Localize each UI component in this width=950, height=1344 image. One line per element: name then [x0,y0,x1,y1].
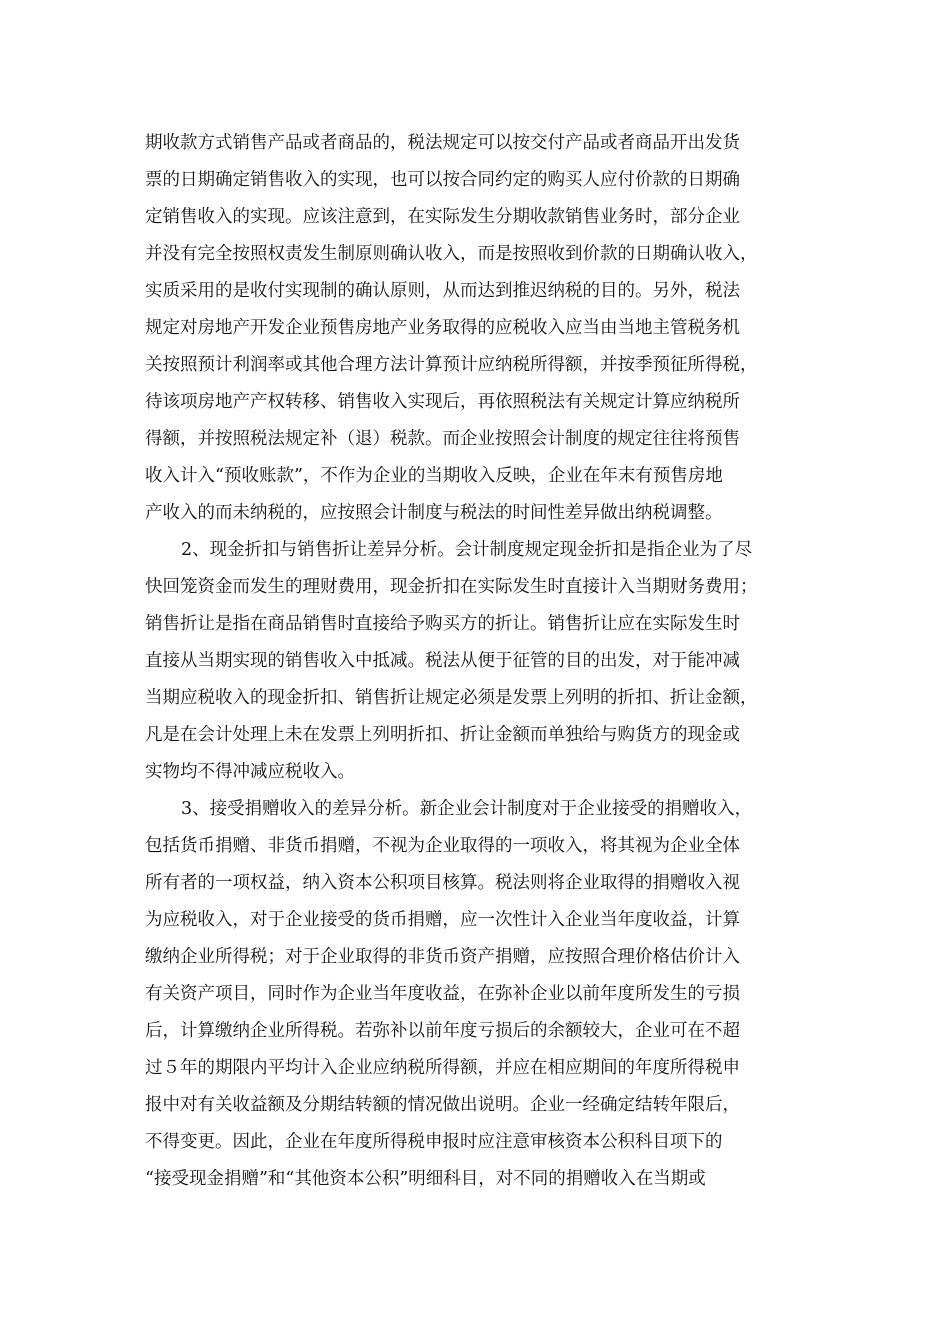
text-line: 所有者的一项权益，纳入资本公积项目核算。税法则将企业取得的捐赠收入视 [145,873,740,893]
text-line: 关按照预计利润率或其他合理方法计算预计应纳税所得额，并按季预征所得税， [145,355,758,375]
text-line: 销售折让是指在商品销售时直接给予购买方的折让。销售折让应在实际发生时 [145,614,740,634]
text-line: 产收入的而未纳税的，应按照会计制度与税法的时间性差异做出纳税调整。 [145,503,723,523]
text-line: 待该项房地产产权转移、销售收入实现后，再依照税法有关规定计算应纳税所 [145,392,740,412]
text-line: 有关资产项目，同时作为企业当年度收益，在弥补企业以前年度所发生的亏损 [145,984,740,1004]
paragraph-3-first-line: 3、接受捐赠收入的差异分析。新企业会计制度对于企业接受的捐赠收入， [181,799,753,819]
text-line: 为应税收入，对于企业接受的货币捐赠，应一次性计入企业当年度收益，计算 [145,910,740,930]
text-line: “接受现金捐赠”和“其他资本公积”明细科目，对不同的捐赠收入在当期或 [145,1169,706,1189]
text-line: 得额，并按照税法规定补（退）税款。而企业按照会计制度的规定往往将预售 [145,429,740,449]
text-line: 过５年的期限内平均计入企业应纳税所得额，并应在相应期间的年度所得税申 [145,1058,740,1078]
text-line: 收入计入“预收账款”，不作为企业的当期收入反映，企业在年末有预售房地 [145,466,723,486]
paragraph-2-first-line: 2、现金折扣与销售折让差异分析。会计制度规定现金折扣是指企业为了尽 [181,540,753,560]
text-line: 实质采用的是收付实现制的确认原则，从而达到推迟纳税的目的。另外，税法 [145,281,740,301]
text-line: 实物均不得冲减应税收入。 [145,762,355,782]
text-line: 期收款方式销售产品或者商品的，税法规定可以按交付产品或者商品开出发货 [145,133,740,153]
body-text [145,125,825,1198]
text-line: 当期应税收入的现金折扣、销售折让规定必须是发票上列明的折扣、折让金额， [145,688,758,708]
text-line: 凡是在会计处理上未在发票上列明折扣、折让金额而单独给与购货方的现金或 [145,725,740,745]
text-line: 规定对房地产开发企业预售房地产业务取得的应税收入应当由当地主管税务机 [145,318,740,338]
text-line: 包括货币捐赠、非货币捐赠，不视为企业取得的一项收入，将其视为企业全体 [145,836,740,856]
text-line: 票的日期确定销售收入的实现，也可以按合同约定的购买人应付价款的日期确 [145,170,740,190]
text-line: 并没有完全按照权责发生制原则确认收入，而是按照收到价款的日期确认收入， [145,244,758,264]
text-line: 直接从当期实现的销售收入中抵减。税法从便于征管的目的出发，对于能冲减 [145,651,740,671]
text-line: 定销售收入的实现。应该注意到，在实际发生分期收款销售业务时，部分企业 [145,207,740,227]
text-line: 后，计算缴纳企业所得税。若弥补以前年度亏损后的余额较大，企业可在不超 [145,1021,740,1041]
text-line: 缴纳企业所得税；对于企业取得的非货币资产捐赠，应按照合理价格估价计入 [145,947,740,967]
text-line: 快回笼资金而发生的理财费用，现金折扣在实际发生时直接计入当期财务费用； [145,577,758,597]
text-line: 不得变更。因此，企业在年度所得税申报时应注意审核资本公积科目项下的 [145,1132,723,1152]
text-line: 报中对有关收益额及分期结转额的情况做出说明。企业一经确定结转年限后， [145,1095,740,1115]
